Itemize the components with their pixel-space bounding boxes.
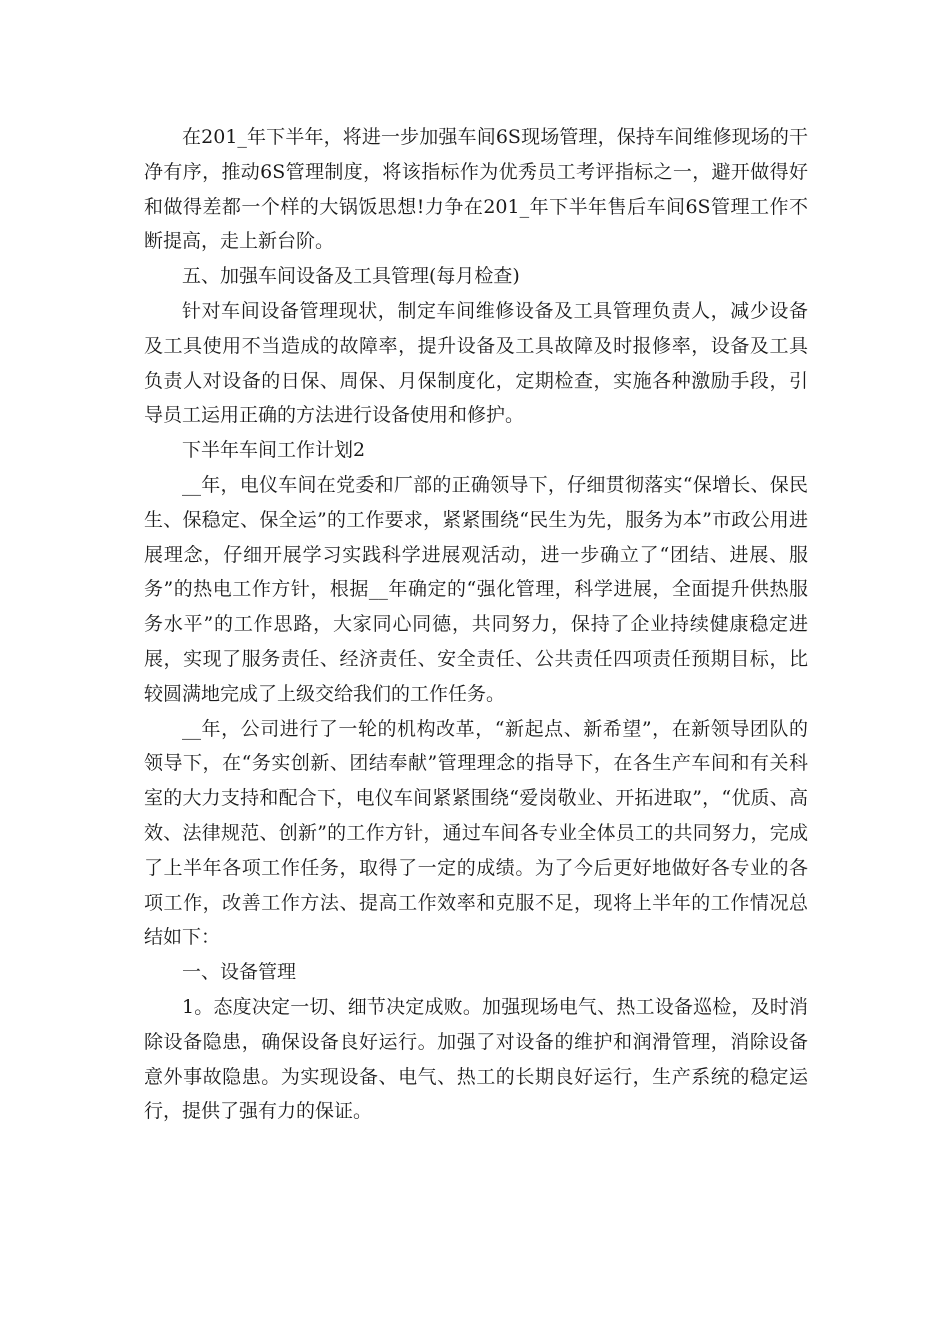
paragraph-attitude-details: 1。态度决定一切、细节决定成败。加强现场电气、热工设备巡检，及时消除设备隐患，确保设备良好运行。加强了对设备的维护和润滑管理，消除设备意外事故隐患。为实现设备、电气、热工的长期良好运行，生产系统的稳定运行，提供了强有力的保证。 (144, 995, 808, 1123)
paragraph-6s-management: 在201_年下半年，将进一步加强车间6S现场管理，保持车间维修现场的干净有序，推动6S管理制度，将该指标作为优秀员工考评指标之一，避开做得好和做得差都一个样的大锅饭思想!力争在201_年下半年售后车间6S管理工作不断提高，走上新台阶。 (144, 126, 808, 253)
paragraph-workshop-summary: __年，电仪车间在党委和厂部的正确领导下，仔细贯彻落实“保增长、保民生、保稳定、保全运”的工作要求，紧紧围绕“民生为先，服务为本”市政公用进展理念，仔细开展学习实践科学进展观活动，进一步确立了“团结、进展、服务”的热电工作方针，根据__年确定的“强化管理，科学进展，全面提升供热服务水平”的工作思路，大家同心同德，共同努力，保持了企业持续健康稳定进展，实现了服务责任、经济责任、安全责任、公共责任四项责任预期目标，比较圆满地完成了上级交给我们的工作任务。 (144, 473, 808, 705)
document-page (144, 120, 808, 1129)
paragraph-equipment-tools: 针对车间设备管理现状，制定车间维修设备及工具管理负责人，减少设备及工具使用不当造成的故障率，提升设备及工具故障及时报修率，设备及工具负责人对设备的日保、周保、月保制度化，定期检查，实施各种激励手段，引导员工运用正确的方法进行设备使用和修护。 (144, 299, 808, 427)
section-title-plan-2: 下半年车间工作计划2 (182, 439, 366, 462)
section-heading-equipment-tools: 五、加强车间设备及工具管理(每月检查) (182, 265, 520, 288)
section-heading-equipment-management: 一、设备管理 (182, 961, 297, 984)
paragraph-company-reform: __年，公司进行了一轮的机构改革，“新起点、新希望”，在新领导团队的领导下，在“务实创新、团结奉献”管理理念的指导下，在各生产车间和有关科室的大力支持和配合下，电仪车间紧紧围绕“爱岗敬业、开拓进取”，“优质、高效、法律规范、创新”的工作方针，通过车间各专业全体员工的共同努力，完成了上半年各项工作任务，取得了一定的成绩。为了今后更好地做好各专业的各项工作，改善工作方法、提高工作效率和克服不足，现将上半年的工作情况总结如下： (144, 717, 808, 949)
